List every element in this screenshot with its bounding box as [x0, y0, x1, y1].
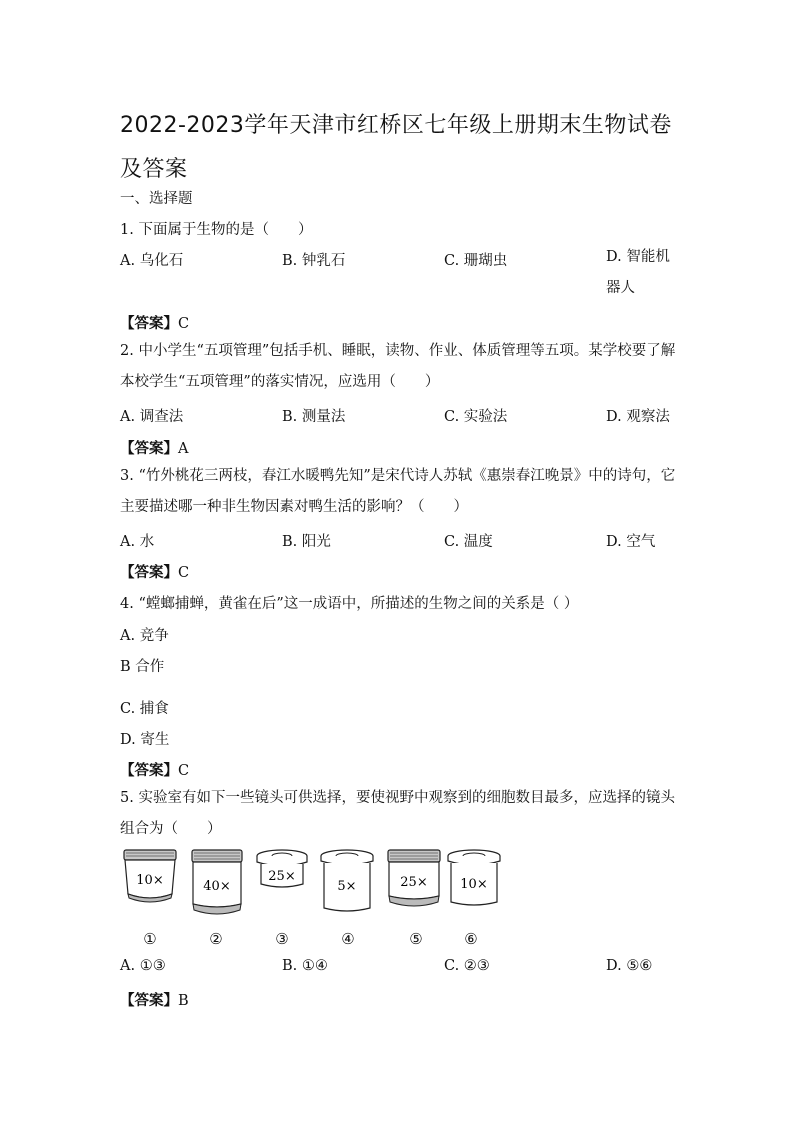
question-2-stem: 2. 中小学生“五项管理”包括手机、睡眠，读物、作业、体质管理等五项。某学校要了解本校学生“五项管理”的落实情况，应选用（ ）: [120, 343, 676, 390]
q3-option-a: A. 水: [120, 534, 155, 550]
q5-answer: [120, 989, 189, 1010]
q3-option-d: D. 空气: [606, 534, 656, 550]
answer-value: C: [178, 316, 190, 332]
answer-label: 【答案】: [120, 564, 178, 581]
lens-number-2: ②: [209, 930, 223, 948]
lens-1-label: 10×: [136, 873, 164, 888]
q2-option-d: D. 观察法: [606, 409, 670, 425]
q5-option-a: A. ①③: [120, 958, 166, 974]
q4-option-c: C. 捕食: [120, 701, 169, 717]
answer-label: 【答案】: [120, 992, 178, 1009]
q1-answer: [120, 312, 189, 333]
q2-option-b: B. 测量法: [282, 409, 346, 425]
q4-option-a: A. 竞争: [120, 628, 169, 644]
answer-label: 【答案】: [120, 440, 178, 457]
q1-option-b: B. 钟乳石: [282, 253, 346, 269]
answer-value: A: [178, 441, 189, 457]
question-4-stem: 4. “螳螂捕蝉，黄雀在后”这一成语中，所描述的生物之间的关系是（ ）: [120, 596, 579, 612]
answer-label: 【答案】: [120, 315, 178, 332]
q3-answer: [120, 561, 189, 582]
lens-3-eyepiece: [255, 848, 309, 890]
answer-label: 【答案】: [120, 762, 178, 779]
answer-value: B: [178, 993, 189, 1009]
document-title: 2022-2023学年天津市红桥区七年级上册期末生物试卷及答案: [120, 113, 672, 182]
question-5-stem: 5. 实验室有如下一些镜头可供选择，要使视野中观察到的细胞数目最多，应选择的镜头组合为（ ）: [120, 790, 675, 837]
q2-answer: [120, 437, 188, 458]
lens-number-5: ⑤: [409, 930, 423, 948]
lens-5-label: 25×: [400, 875, 428, 890]
q3-option-b: B. 阳光: [282, 534, 331, 550]
lens-2-objective: [190, 848, 244, 918]
question-1-stem: 1. 下面属于生物的是（ ）: [120, 222, 313, 238]
q2-option-a: A. 调查法: [120, 409, 184, 425]
q5-option-b: B. ①④: [282, 958, 328, 974]
lens-6-label: 10×: [460, 877, 488, 892]
q5-option-c: C. ②③: [444, 958, 490, 974]
lens-3-label: 25×: [268, 869, 296, 884]
q1-option-a: A. 乌化石: [120, 253, 184, 269]
lens-4-label: 5×: [337, 879, 357, 894]
section-heading: 一、选择题: [120, 191, 193, 207]
answer-value: C: [178, 565, 190, 581]
q4-option-d: D. 寄生: [120, 732, 170, 748]
q4-option-b: B 合作: [120, 659, 165, 675]
lens-5-objective: [386, 848, 442, 910]
answer-value: C: [178, 763, 190, 779]
q5-option-d: D. ⑤⑥: [606, 958, 653, 974]
q2-option-c: C. 实验法: [444, 409, 508, 425]
q1-option-c: C. 珊瑚虫: [444, 253, 508, 269]
lens-number-3: ③: [275, 930, 289, 948]
lens-6-eyepiece: [446, 848, 502, 908]
lens-4-eyepiece: [319, 848, 375, 914]
lens-2-label: 40×: [203, 879, 231, 894]
question-3-stem: 3. “竹外桃花三两枝，春江水暖鸭先知”是宋代诗人苏轼《惠崇春江晚景》中的诗句，它主要描述哪一种非生物因素对鸭生活的影响？（ ）: [120, 468, 676, 515]
q1-option-d: D. 智能机器人: [606, 249, 670, 296]
lens-number-1: ①: [143, 930, 157, 948]
lens-1-eyepiece: [122, 848, 178, 906]
lens-number-4: ④: [341, 930, 355, 948]
q4-answer: [120, 759, 189, 780]
q3-option-c: C. 温度: [444, 534, 493, 550]
lens-number-6: ⑥: [464, 930, 478, 948]
